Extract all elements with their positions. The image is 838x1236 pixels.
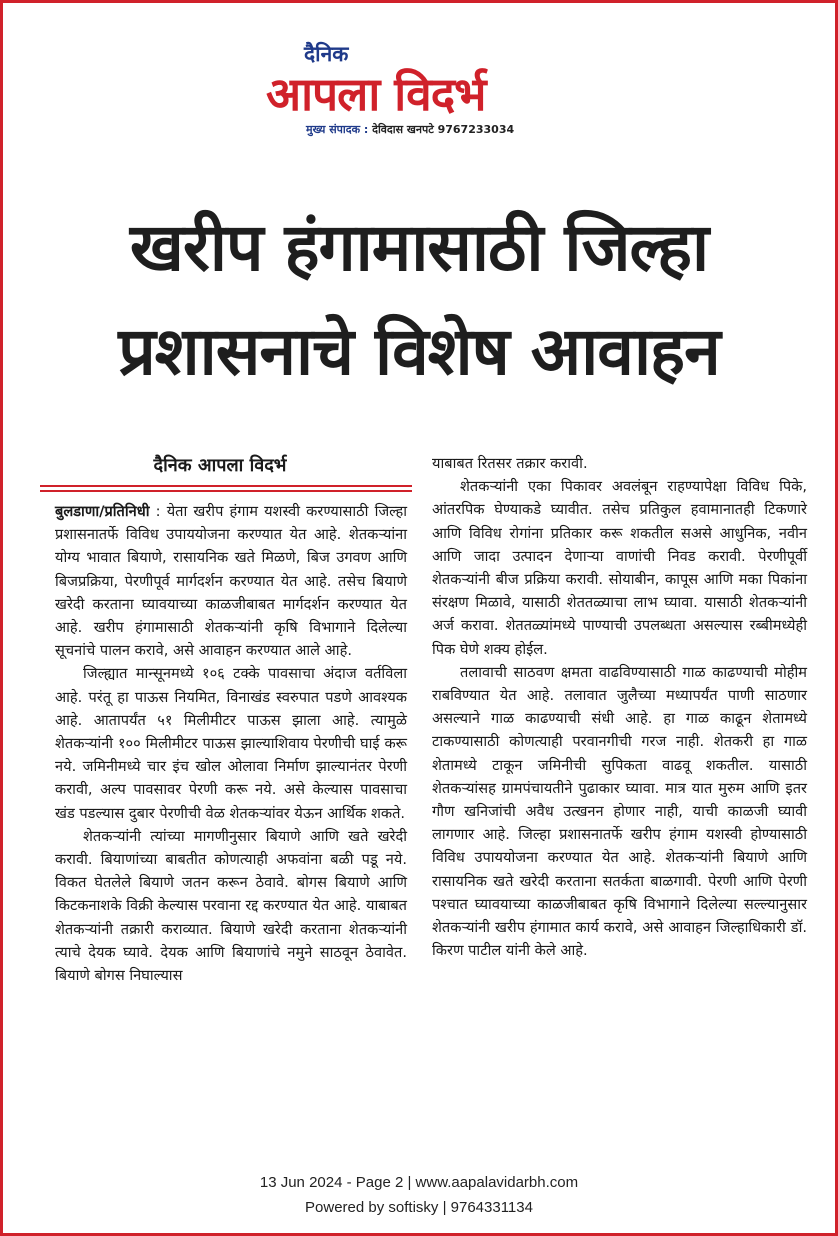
article-paragraph — [55, 500, 407, 662]
footer-powered-by: Powered by softisky | 9764331134 — [305, 1199, 533, 1216]
article-paragraph: शेतकऱ्यांनी त्यांच्या मागणीनुसार बियाणे आणि खते खरेदी करावी. बियाणांच्या बाबतीत कोणत्याही अफवांना बळी पडू नये. विकत घेतलेले बियाणे जतन करून ठेवावे. बोगस बियाणे आणि किटकनाशके विक्री केल्यास परवाना रद्द करण्यात येत आहे. याबाबत शेतकऱ्यांनी तक्रारी कराव्यात. बियाणे खरेदी करताना शेतकऱ्यांनी त्याचे देयक घ्यावे. देयक आणि बियाणांचे नमुने साठवून ठेवावेत. बियाणे बोगस निघाल्यास — [55, 827, 407, 985]
headline-line-2: प्रशासनाचे विशेष आवाहन — [118, 313, 720, 390]
editor-label: मुख्य संपादक : — [306, 123, 373, 136]
masthead-title: आपला विदर्भ — [266, 67, 486, 121]
byline-rule-top — [40, 485, 412, 487]
masthead-editor — [306, 122, 514, 137]
article-paragraph: जिल्ह्यात मान्सूनमध्ये १०६ टक्के पावसाचा अंदाज वर्तविला आहे. परंतू हा पाऊस नियमित, विनाखंड स्वरुपात पडणे आवश्यक आहे. आतापर्यंत ५१ मिलीमीटर पाऊस झाला आहे. त्यामुळे शेतकऱ्यांनी १०० मिलीमीटर पाऊस झाल्याशिवाय पेरणीची घाई करू नये. जमिनीमध्ये चार इंच खोल ओलावा निर्माण झाल्यानंतर पेरणी करावी, अल्प पावसावर पेरणी करू नये. असे केल्यास पावसाचा खंड पडल्यास दुबार पेरणीची वेळ शेतकऱ्यांवर येऊन आर्थिक शकते. — [55, 665, 407, 822]
paragraph-text: : येता खरीप हंगाम यशस्वी करण्यासाठी जिल्हा प्रशासनातर्फे विविध उपाययोजना करण्यात येत आहे. शेतकऱ्यांना योग्य भावात बियाणे, रासायनिक खते मिळणे, बिज उगवण आणि बिजप्रक्रिया, पेरणीपूर्व मार्गदर्शन करण्यात येत आहे. तसेच बियाणे खरेदी करताना घ्यावयाच्या काळजीबाबत मार्गदर्शन करण्यात येत आहे. खरीप हंगामासाठी शेतकऱ्यांनी कृषि विभागाने दिलेल्या सूचनांचे पालन करावे, असे आवाहन करण्यात आले आहे. — [55, 503, 407, 660]
article-paragraph: शेतकऱ्यांनी एका पिकावर अवलंबून राहण्यापेक्षा विविध पिके, आंतरपिक घेण्याकडे घ्यावीत. तसेच प्रतिकुल हवामानातही टिकणारे आणि विविध रोगांना प्रतिकार करू शकतील सअसे आधुनिक, नवीन आणि जादा उत्पादन देणाऱ्या वाणांची निवड करावी. पेरणीपूर्वी शेतकऱ्यांनी बीज प्रक्रिया करावी. सोयाबीन, कापूस आणि मका पिकांना संरक्षण मिळावे, यासाठी शेततळ्याचा लाभ घ्यावा. यासाठी शेतकऱ्यांनी अर्ज करावा. शेततळ्यांमध्ये पाण्याची उपलब्धता असल्यास रब्बीमध्येही पिक घेणे शक्य होईल. — [432, 478, 807, 658]
article-paragraph: याबाबत रितसर तक्रार करावी. — [432, 455, 588, 472]
byline-rule-bottom — [40, 490, 412, 492]
footer-date-page: 13 Jun 2024 - Page 2 | www.aapalavidarbh.com — [259, 1174, 579, 1191]
article-column-right — [432, 452, 807, 962]
headline-line-1: खरीप हंगामासाठी जिल्हा — [129, 209, 709, 286]
masthead — [250, 40, 590, 140]
article-column-left — [55, 500, 407, 987]
dateline-place: बुलडाणा/प्रतिनिधी — [55, 503, 150, 520]
byline: दैनिक आपला विदर्भ — [153, 455, 287, 476]
masthead-small-title: दैनिक — [304, 42, 349, 66]
editor-value: देविदास खनपटे 9767233034 — [372, 123, 515, 136]
headline — [20, 196, 818, 404]
article-paragraph: तलावाची साठवण क्षमता वाढविण्यासाठी गाळ काढण्याची मोहीम राबविण्यात येत आहे. तलावात जुलैच्या मध्यापर्यंत पाणी साठणार असल्याने गाळ काढण्याची संधी आहे. हा गाळ काढून शेतामध्ये टाकण्यासाठी कोणत्याही परवानगीची गरज नाही. शेतकरी हा गाळ शेतामध्ये टाकून जमिनीची सुपिकता वाढवू शकतील. यासाठी शेतकऱ्यांसह ग्रामपंचायतीने पुढाकार घ्यावा. मात्र यात मुरुम आणि इतर गौण खनिजांची अवैध उत्खनन होणार नाही, याची काळजी घ्यावी लागणार आहे. जिल्हा प्रशासनातर्फे खरीप हंगाम यशस्वी होण्यासाठी विविध उपाययोजना करण्यात येत आहे. शेतकऱ्यांनी बियाणे आणि रासायनिक खते खरेदी करताना सतर्कता बाळगावी. पेरणी आणि पेरणी पश्चात घ्यावयाच्या काळजीबाबत कृषि विभागाने दिलेल्या सल्ल्यानुसार शेतकऱ्यांनी खरीप हंगामात कार्य करावे, असे आवाहन जिल्हाधिकारी डॉ. किरण पाटील यांनी केले आहे. — [432, 663, 807, 960]
